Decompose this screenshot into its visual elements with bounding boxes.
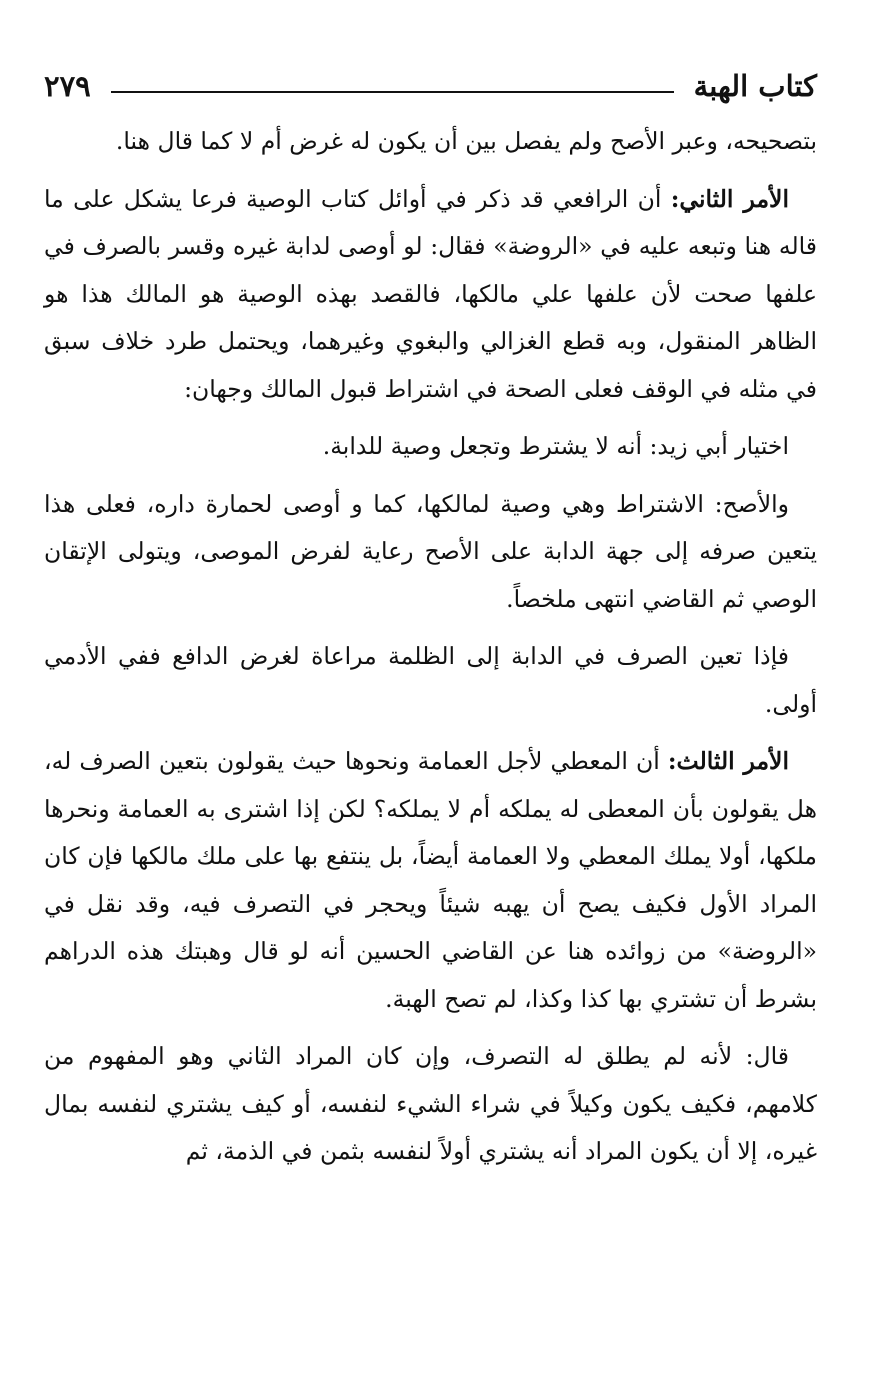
paragraph xyxy=(44,1033,817,1176)
paragraph-text: والأصح: الاشتراط وهي وصية لمالكها، كما و أوصى لحمارة داره، فعلى هذا يتعين صرفه إلى جهة الدابة على الأصح رعاية لفرض الموصى، ويتولى الإتقان الوصي ثم القاضي انتهى ملخصاً. xyxy=(44,489,817,613)
paragraph-text: بتصحيحه، وعبر الأصح ولم يفصل بين أن يكون له غرض أم لا كما قال هنا. xyxy=(115,127,817,155)
paragraph xyxy=(44,176,817,414)
paragraph xyxy=(44,118,817,166)
chapter-title: كتاب الهبة xyxy=(682,69,817,103)
page-body xyxy=(44,118,817,1176)
book-page xyxy=(44,62,817,1322)
paragraph-text: أن المعطي لأجل العمامة ونحوها حيث يقولون بتعين الصرف له، هل يقولون بأن المعطى له يملكه أم لا يملكه؟ لكن إذا اشترى به العمامة ونحرها ملكها، أولا يملك المعطي ولا العمامة أيضاً، بل ينتفع بها على ملك مالكها فإن كان المراد الأول فكيف يصح أن يهبه شيئاً ويحجر في التصرف فيه، وقد نقل في «الروضة» من زوائده هنا عن القاضي الحسين أنه لو قال وهبتك هذه الدراهم بشرط أن تشتري بها كذا وكذا، لم تصح الهبة. xyxy=(44,747,817,1013)
paragraph xyxy=(44,633,817,728)
header-rule xyxy=(111,91,674,93)
running-header xyxy=(44,62,817,110)
paragraph-text: قال: لأنه لم يطلق له التصرف، وإن كان المراد الثاني وهو المفهوم من كلامهم، فكيف يكون وكيلاً في شراء الشيء لنفسه، أو كيف يشتري لنفسه بمال غيره، إلا أن يكون المراد أنه يشتري أولاً لنفسه بثمن في الذمة، ثم xyxy=(44,1042,817,1165)
paragraph xyxy=(44,738,817,1023)
paragraph-heading: الأمر الثالث: xyxy=(667,747,789,775)
paragraph-text: اختيار أبي زيد: أنه لا يشترط وتجعل وصية للدابة. xyxy=(322,432,789,460)
page-number: ٢٧٩ xyxy=(44,69,91,103)
paragraph xyxy=(44,423,817,471)
paragraph-text: فإذا تعين الصرف في الدابة إلى الظلمة مراعاة لغرض الدافع ففي الأدمي أولى. xyxy=(44,642,817,718)
paragraph-text: أن الرافعي قد ذكر في أوائل كتاب الوصية فرعا يشكل على ما قاله هنا وتبعه عليه في «الروضة» فقال: لو أوصى لدابة غيره وقسر بالصرف في علفها صحت لأن علفها علي مالكها، فالقصد بهذه الوصية هو المالك هذا هو الظاهر المنقول، وبه قطع الغزالي والبغوي وغيرهما، ويحتمل طرد خلاف سبق في مثله في الوقف فعلى الصحة في اشتراط قبول المالك وجهان: xyxy=(44,184,817,403)
paragraph xyxy=(44,481,817,624)
paragraph-heading: الأمر الثاني: xyxy=(670,184,789,213)
